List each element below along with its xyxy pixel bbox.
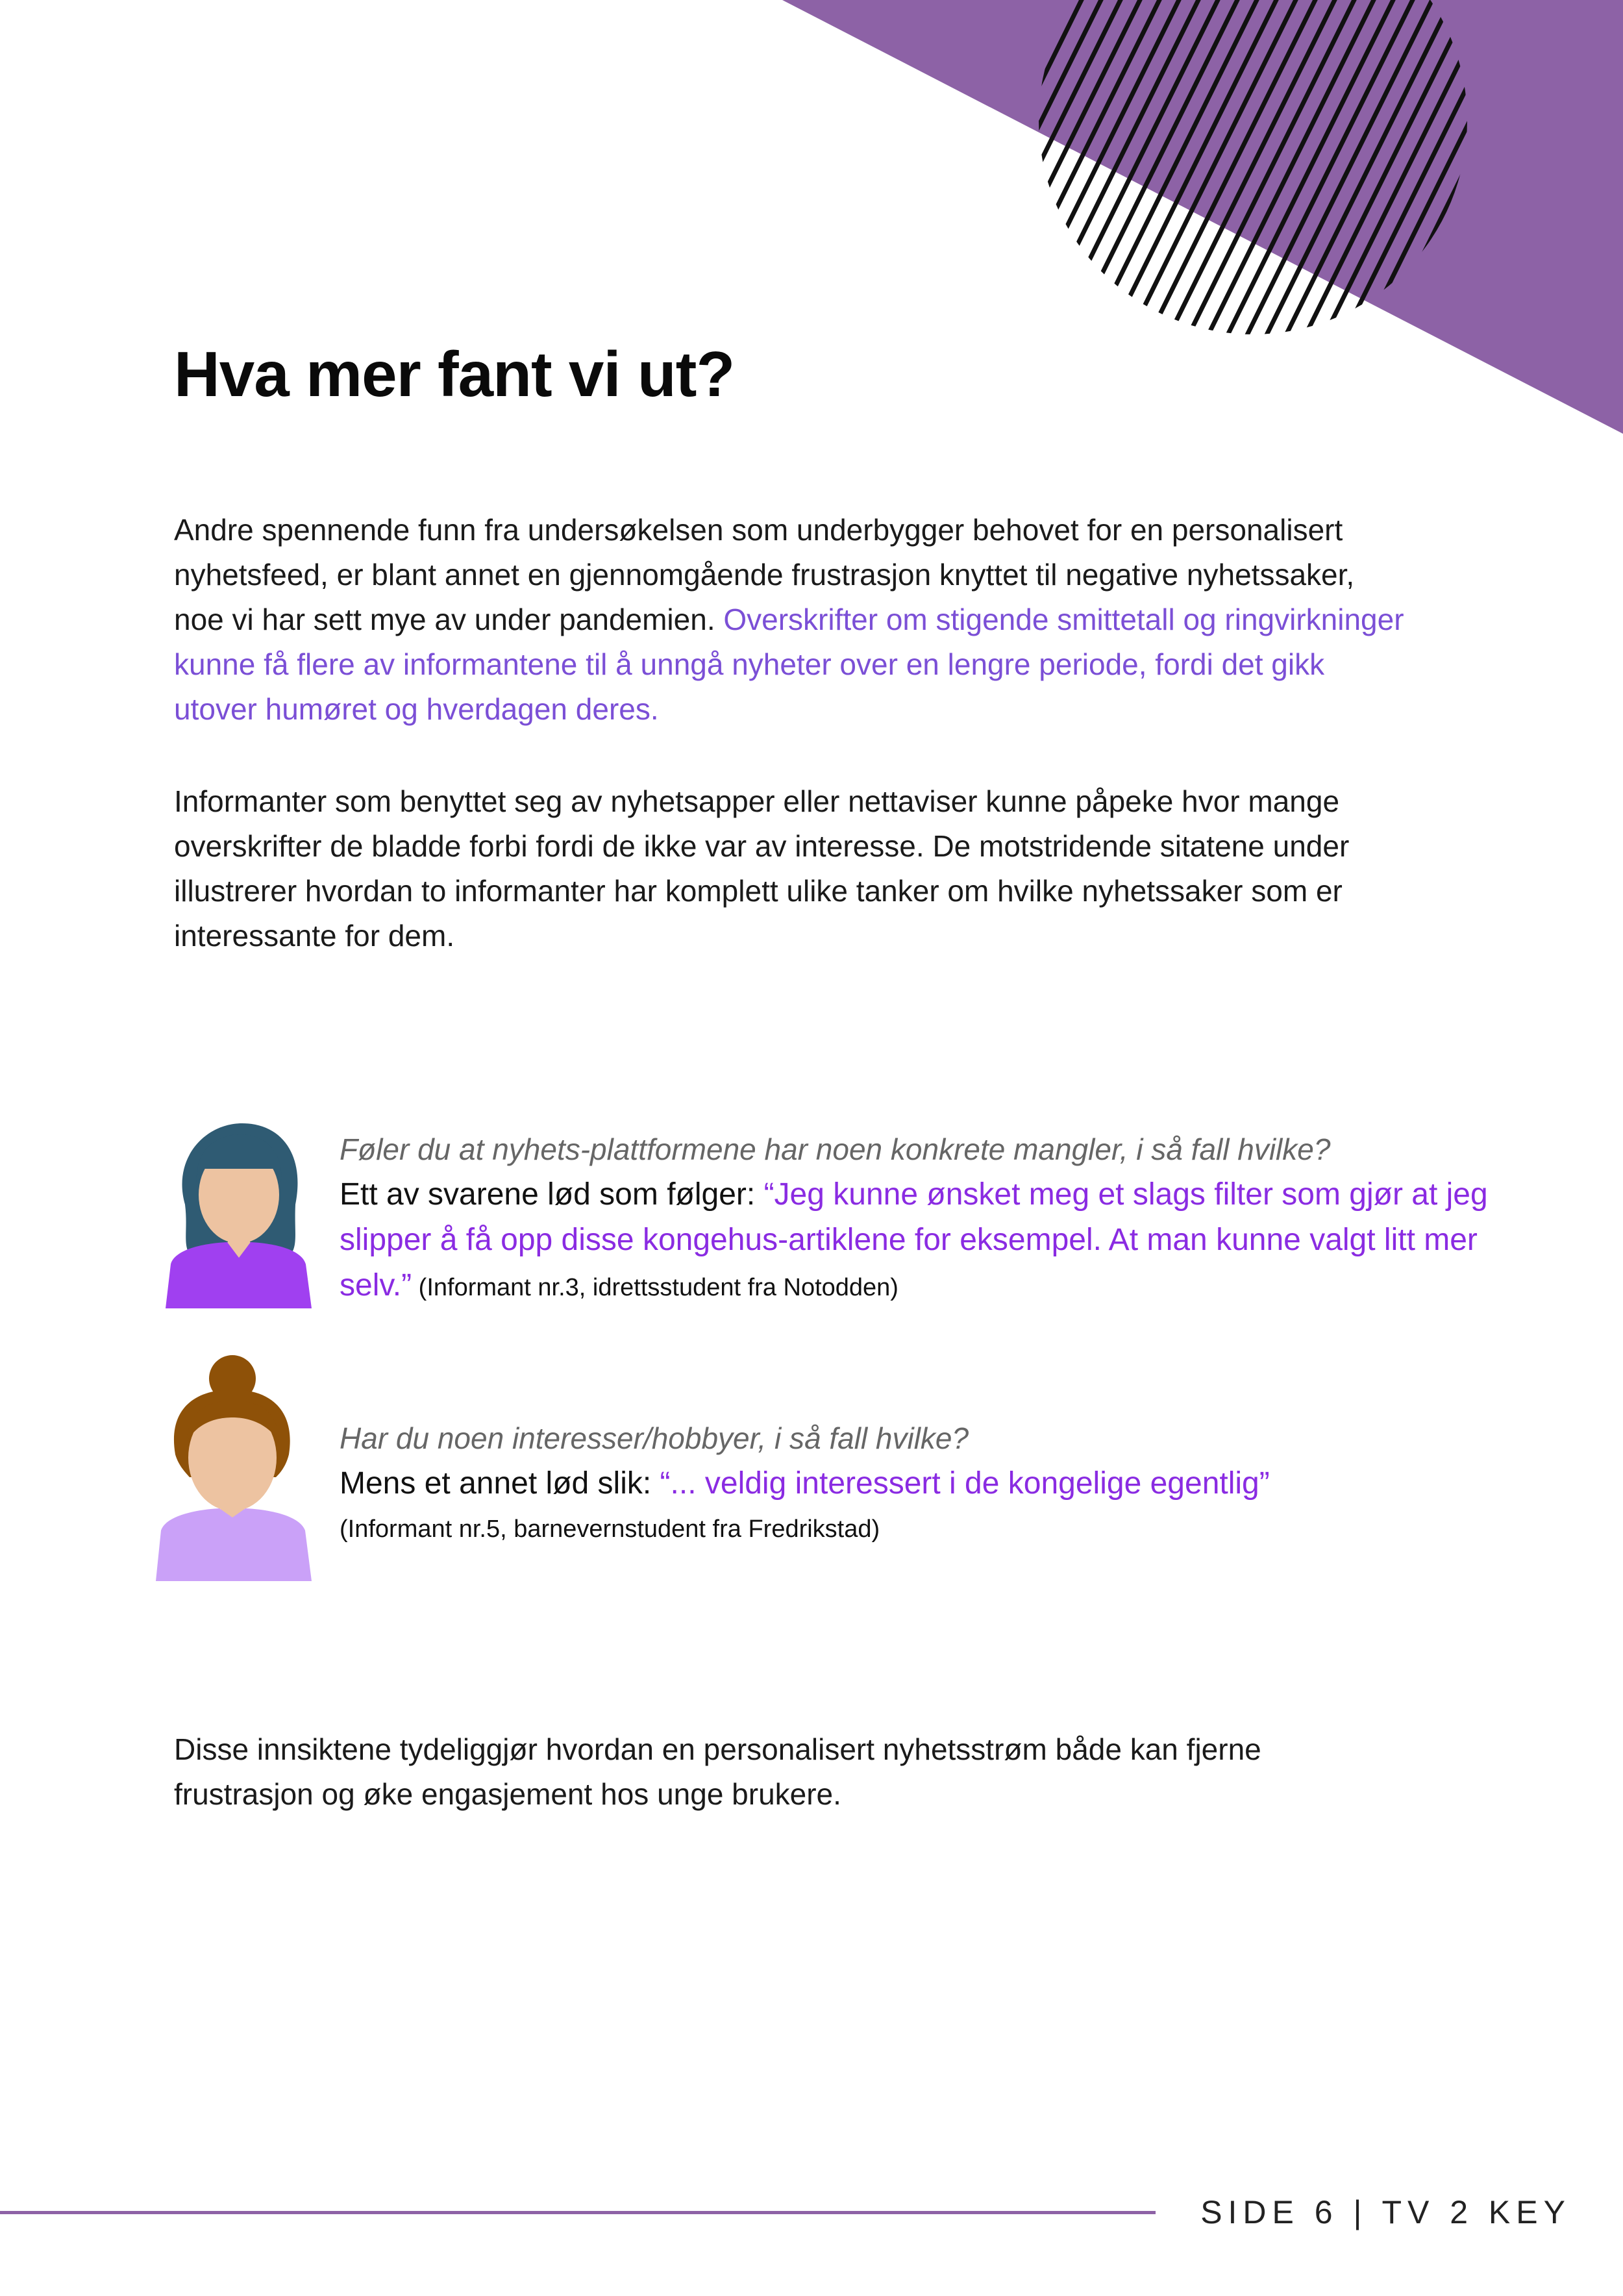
informant-source: (Informant nr.5, barnevernstudent fra Fredrikstad): [340, 1516, 880, 1543]
quote-block-2: [340, 1416, 1508, 1552]
avatar-woman-dark-hair-icon: [166, 1120, 312, 1308]
informant-source: (Informant nr.3, idrettsstudent fra Notodden): [412, 1274, 898, 1301]
intro-text: Andre spennende funn fra undersøkelsen som underbygger behovet for en personalisert nyhetsfeed, er blant annet en gjennomgående frustrasjon knyttet til negative nyhetssaker, noe vi har sett mye av under pandemien.: [174, 513, 1355, 636]
body-paragraph: Informanter som benyttet seg av nyhetsapper eller nettaviser kunne påpeke hvor mange overskrifter de bladde forbi fordi de ikke var av interesse. De motstridende sitatene under illustrerer hvordan to informanter har komplett ulike tanker om hvilke nyhetssaker som er interessante for dem.: [174, 784, 1350, 953]
answer-text: [340, 1461, 1508, 1506]
footer-divider: [0, 2211, 1156, 2214]
highlighted-text: Overskrifter om stigende smittetall og ringvirkninger kunne få flere av informantene til å unngå nyheter over en lengre periode, fordi det gikk utover humøret og hverdagen deres.: [174, 603, 1404, 726]
informant-quote: “... veldig interessert i de kongelige egentlig”: [660, 1466, 1270, 1501]
avatar-woman-hair-bun-icon: [156, 1354, 312, 1581]
informant-quote: “Jeg kunne ønsket meg et slags filter som gjør at jeg slipper å få opp disse kongehus-artiklene for eksempel. At man kunne valgt litt mer selv.”: [340, 1177, 1488, 1303]
answer-intro: Ett av svarene lød som følger:: [340, 1177, 764, 1212]
interview-question: Har du noen interesser/hobbyer, i så fall hvilke?: [340, 1421, 969, 1455]
quote-block-1: [340, 1127, 1508, 1310]
answer-intro: Mens et annet lød slik:: [340, 1466, 660, 1501]
intro-paragraph: [174, 508, 1407, 732]
conclusion-paragraph: Disse innsiktene tydeliggjør hvordan en personalisert nyhetsstrøm både kan fjerne frustrasjon og øke engasjement hos unge brukere.: [174, 1732, 1261, 1811]
footer-page-label: SIDE 6 | TV 2 KEY: [1200, 2194, 1571, 2230]
interview-question: Føler du at nyhets-plattformene har noen konkrete mangler, i så fall hvilke?: [340, 1132, 1331, 1166]
page-title: Hva mer fant vi ut?: [174, 338, 735, 410]
answer-text: [340, 1172, 1508, 1310]
